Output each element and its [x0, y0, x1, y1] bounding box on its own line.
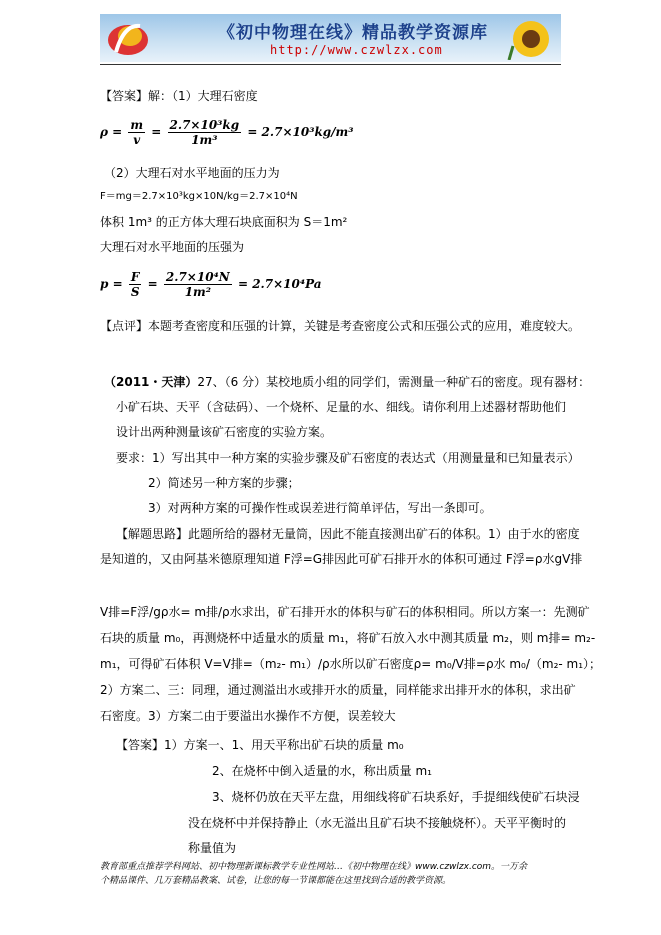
fraction-denominator: S — [130, 285, 140, 299]
fraction-numerator: m — [130, 118, 144, 132]
analysis-line-4: 石块的质量 m₀，再测烧杯中适量水的质量 m₁，将矿石放入水中测其质量 m₂，则 m排= m₂- — [100, 631, 596, 645]
fraction-denominator: 1m² — [184, 285, 211, 299]
fraction-denominator: v — [133, 133, 141, 147]
analysis-line-7: 石密度。3）方案二由于要溢出水操作不方便，误差较大 — [100, 709, 396, 723]
density-fraction-2 — [168, 118, 242, 147]
answer-step-3-end: 称量值为 — [188, 841, 237, 855]
requirement-1: 要求：1）写出其中一种方案的实验步骤及矿石密度的表达式（用测量量和已知量表示） — [116, 451, 580, 465]
fraction-numerator: 2.7×10³kg — [169, 118, 240, 132]
question-line-2: 小矿石块、天平（含砝码）、一个烧杯、足量的水、细线。请你利用上述器材帮助他们 — [116, 400, 567, 414]
answer-step-3-cont: 没在烧杯中并保持静止（水无溢出且矿石块不接触烧杯）。天平平衡时的 — [188, 816, 567, 830]
pressure-force-heading: （2）大理石对水平地面的压力为 — [104, 166, 280, 180]
footer-line-1: 教育部重点推荐学科网站、初中物理新课标教学专业性网站…《初中物理在线》www.czwlzx.com。一万余 — [100, 862, 528, 872]
site-url[interactable]: http://www.czwlzx.com — [270, 43, 443, 57]
fraction-denominator: 1m³ — [191, 133, 218, 147]
density-result: = 2.7×10³kg/m³ — [247, 125, 354, 139]
answer-heading: 【答案】解：（1）大理石密度 — [100, 89, 258, 103]
fraction-numerator: F — [129, 270, 142, 285]
question-line-1 — [104, 374, 590, 390]
pressure-fraction-2 — [164, 270, 232, 299]
answer-step-2: 2、在烧杯中倒入适量的水，称出质量 m₁ — [212, 764, 432, 778]
equals-sign: = — [147, 277, 158, 291]
density-formula — [100, 118, 354, 147]
density-fraction-1 — [128, 118, 145, 147]
comment-line: 【点评】本题考查密度和压强的计算，关键是考查密度公式和压强公式的应用，难度较大。 — [100, 319, 581, 333]
site-logo-icon — [106, 18, 150, 58]
pressure-formula — [100, 270, 322, 299]
header-banner — [100, 14, 561, 62]
answer-step-3: 3、烧杯仍放在天平左盘，用细线将矿石块系好，手提细线使矿石块浸 — [212, 790, 580, 804]
fraction-numerator: 2.7×10⁴N — [165, 270, 230, 284]
analysis-line-1: 【解题思路】此题所给的器材无量筒，因此不能直接测出矿石的体积。1）由于水的密度 — [116, 527, 580, 541]
area-line: 体积 1m³ 的正方体大理石块底面积为 S＝1m² — [100, 215, 348, 229]
answer-step-1: 【答案】1）方案一、1、用天平称出矿石块的质量 m₀ — [116, 738, 404, 752]
pressure-heading: 大理石对水平地面的压强为 — [100, 240, 245, 254]
analysis-line-5: m₁，可得矿石体积 V=V排=（m₂- m₁）/ρ水所以矿石密度ρ= m₀/V排=ρ水 m₀/（m₂- m₁）； — [100, 657, 602, 671]
requirement-2: 2）简述另一种方案的步骤； — [148, 476, 300, 490]
requirement-3: 3）对两种方案的可操作性或误差进行简单评估，写出一条即可。 — [148, 501, 492, 515]
density-lhs: ρ = — [100, 125, 123, 139]
pressure-result: = 2.7×10⁴Pa — [237, 277, 322, 291]
equals-sign: = — [151, 125, 162, 139]
analysis-line-2: 是知道的，又由阿基米德原理知道 F浮=G排因此可矿石排开水的体积可通过 F浮=ρ水gV排 — [100, 552, 583, 566]
question-line-3: 设计出两种测量该矿石密度的实验方案。 — [116, 425, 333, 439]
question-source: （2011・天津） — [104, 375, 198, 389]
question-text: 27、（6 分）某校地质小组的同学们，需测量一种矿石的密度。现有器材： — [197, 375, 591, 389]
analysis-line-3: V排=F浮/gρ水= m排/ρ水求出，矿石排开水的体积与矿石的体积相同。所以方案一：先测矿 — [100, 605, 590, 619]
pressure-lhs: p = — [100, 277, 123, 291]
pressure-fraction-1 — [129, 270, 142, 299]
footer-line-2: 个精品课件、几万套精品教案、试卷，让您的每一节课都能在这里找到合适的教学资源。 — [100, 876, 452, 886]
force-calc: F＝mg＝2.7×10³kg×10N/kg＝2.7×10⁴N — [100, 191, 298, 202]
analysis-line-6: 2）方案二、三：同理，通过测溢出水或排开水的质量，同样能求出排开水的体积，求出矿 — [100, 683, 576, 697]
site-title: 《初中物理在线》精品教学资源库 — [218, 23, 488, 43]
header-rule — [100, 64, 561, 65]
sunflower-icon — [505, 18, 553, 60]
